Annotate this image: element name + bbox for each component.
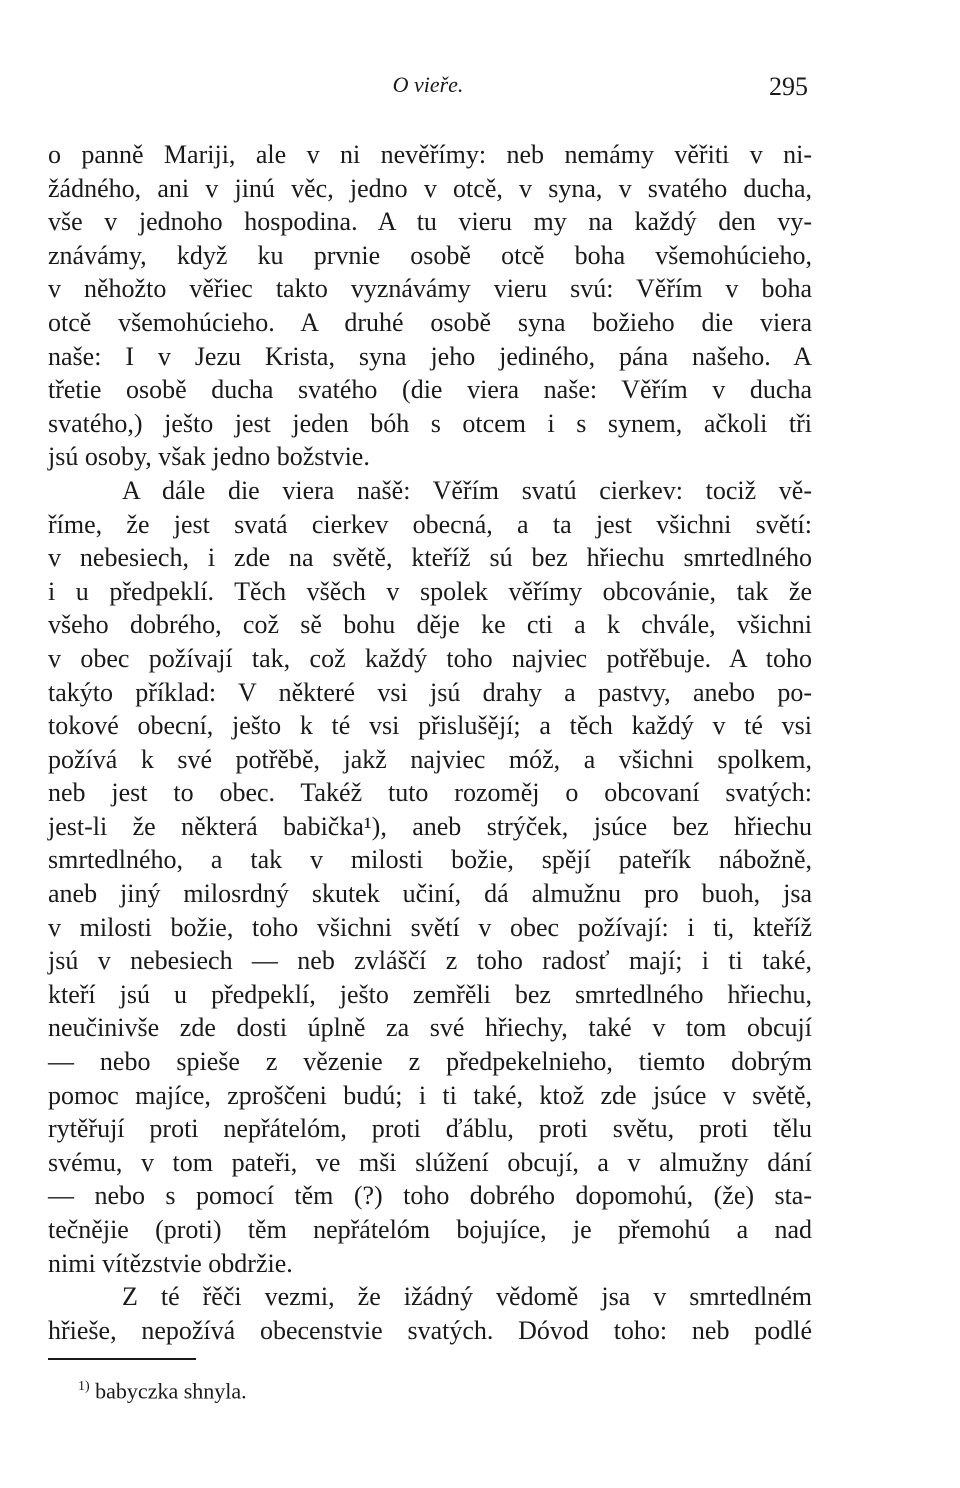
text-line: všeho dobrého, což sě bohu děje ke cti a k chvále, všichni <box>48 610 812 640</box>
text-line: žádného, ani v jinú věc, jedno v otcě, v syna, v svatého ducha, <box>48 173 812 203</box>
text-line: požívá k své potřěbě, jakž najviec móž, a všichni spolkem, <box>48 744 812 774</box>
text-line: v milosti božie, toho všichni světí v obec požívají: i ti, kteříž <box>48 912 812 942</box>
text-line: A dále die viera našě: Věřím svatú cierkev: tociž vě- <box>122 475 812 505</box>
text-line: říme, že jest svatá cierkev obecná, a ta jest všichni světí: <box>48 509 812 539</box>
page-number: 295 <box>769 72 808 101</box>
text-line: v obec požívají tak, což každý toho najviec potřěbuje. A toho <box>48 643 812 673</box>
page-header <box>48 72 808 112</box>
text-line: o panně Mariji, ale v ni nevěřímy: neb nemámy věřiti v ni- <box>48 140 812 169</box>
text-line: — nebo s pomocí těm (?) toho dobrého dopomohú, (že) sta- <box>48 1181 812 1211</box>
running-title: O vieře. <box>392 72 464 97</box>
text-line: hřieše, nepožívá obecenstvie svatých. Dóvod toho: neb podlé <box>48 1315 812 1345</box>
text-line: naše: I v Jezu Krista, syna jeho jediného, pána našeho. A <box>48 341 812 371</box>
text-line: tečnějie (proti) těm nepřátelóm bojujíce, je přemohú a nad <box>48 1215 812 1244</box>
text-line: kteří jsú u předpeklí, ješto zemřěli bez smrtedlného hřiechu, <box>48 979 812 1009</box>
text-line: aneb jiný milosrdný skutek učiní, dá almužnu pro buoh, jsa <box>48 879 812 909</box>
text-line: jest-li že některá babička¹), aneb strýček, jsúce bez hřiechu <box>48 811 812 841</box>
text-line: Z té řěči vezmi, že ižádný vědomě jsa v smrtedlném <box>122 1282 812 1312</box>
text-line: svatého,) ješto jest jeden bóh s otcem i s synem, ačkoli tři <box>48 408 812 438</box>
text-line: tokové obecní, ješto k té vsi přislušějí; a těch každý v té vsi <box>48 711 812 741</box>
text-line: rytěřují proti nepřátelóm, proti ďáblu, proti světu, proti tělu <box>48 1114 812 1144</box>
text-line: vše v jednoho hospodina. A tu vieru my na každý den vy- <box>48 207 812 237</box>
text-line: v něhožto věřiec takto vyznávámy vieru svú: Věřím v boha <box>48 274 812 304</box>
footnote <box>78 1372 247 1406</box>
text-line: svému, v tom pateři, ve mši slúžení obcují, a v almužny dání <box>48 1147 812 1177</box>
text-line: smrtedlného, a tak v milosti božie, spějí pateřík nábožně, <box>48 845 812 875</box>
text-line: v nebesiech, i zde na světě, kteříž sú bez hřiechu smrtedlného <box>48 543 812 573</box>
text-line: nimi vítězstvie obdržie. <box>48 1248 293 1278</box>
text-line: neb jest to obec. Takéž tuto rozoměj o obcovaní svatých: <box>48 778 812 808</box>
footnote-marker: 1) <box>78 1379 90 1394</box>
text-line: jsú osoby, však jedno božstvie. <box>48 442 370 472</box>
body-text <box>48 138 812 1347</box>
text-line: takýto příklad: V některé vsi jsú drahy a pastvy, anebo po- <box>48 677 812 707</box>
text-line: i u předpeklí. Těch všěch v spolek věřímy obcovánie, tak že <box>48 576 812 606</box>
text-line: otcě všemohúcieho. A druhé osobě syna božieho die viera <box>48 307 812 337</box>
text-line: — nebo spieše z vězenie z předpekelnieho, tiemto dobrým <box>48 1047 812 1077</box>
text-line: neučinivše zde dosti úplně za své hřiechy, také v tom obcují <box>48 1013 812 1043</box>
text-line: jsú v nebesiech — neb zvláščí z toho radosť mají; i ti také, <box>48 946 812 976</box>
text-line: třetie osobě ducha svatého (die viera naše: Věřím v ducha <box>48 375 812 405</box>
text-line: pomoc majíce, zproščeni budú; i ti také, ktož zde jsúce v světě, <box>48 1080 812 1110</box>
footnote-rule <box>48 1358 196 1360</box>
footnote-text: babyczka shnyla. <box>95 1378 247 1404</box>
text-line: znávámy, když ku prvnie osobě otcě boha všemohúcieho, <box>48 240 812 270</box>
